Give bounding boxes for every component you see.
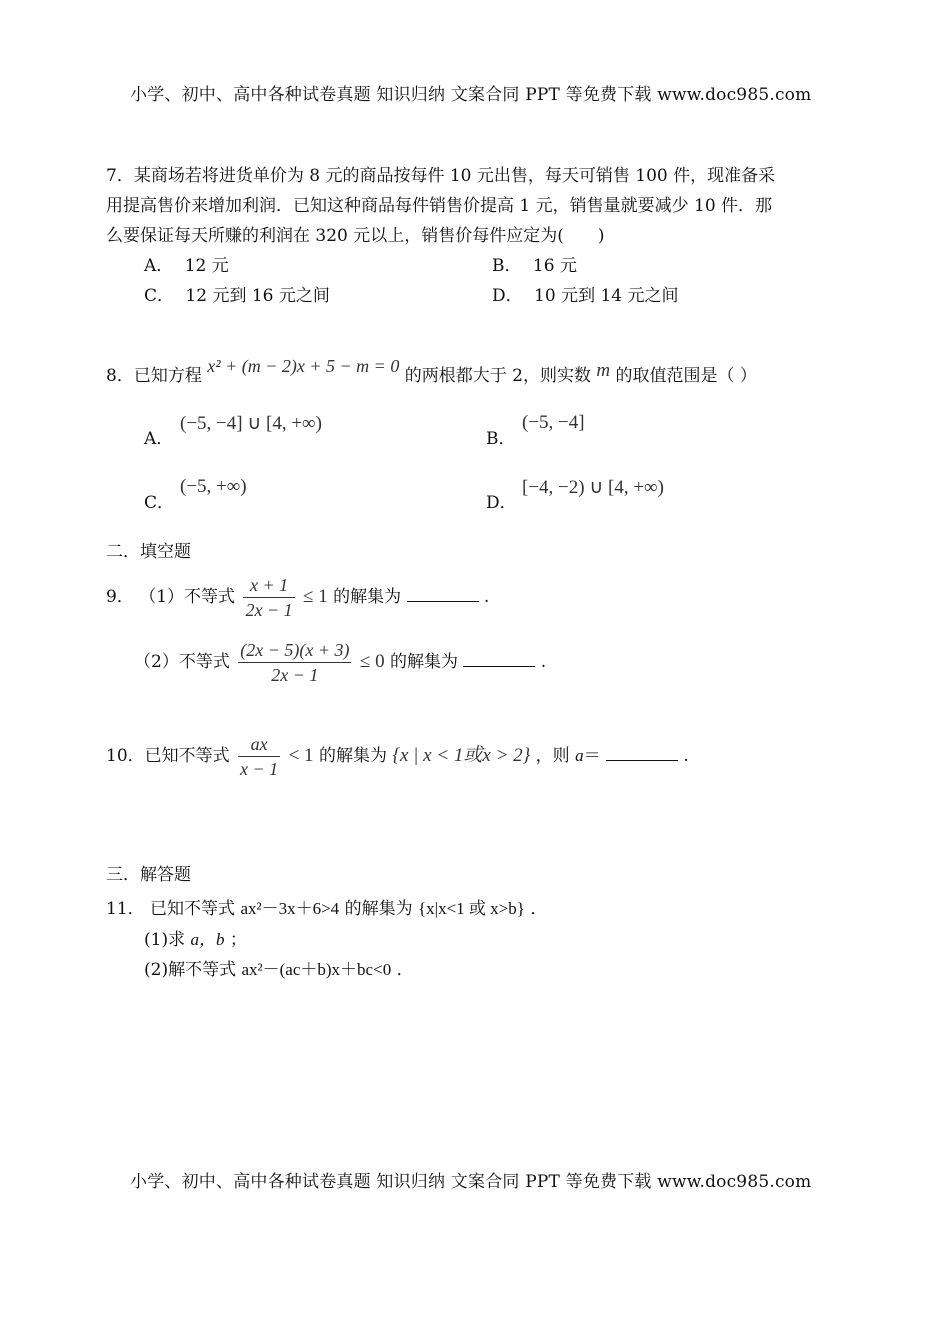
- option-label: D．: [492, 286, 523, 306]
- option-label: C．: [144, 286, 175, 306]
- q8-option-d-label: D．: [486, 493, 517, 513]
- q11-stem-set: {x|x<1 或 x>b}: [418, 899, 525, 918]
- q10-prefix: 10．已知不等式: [106, 746, 230, 766]
- q9-part1-end: .: [483, 587, 490, 607]
- q8-option-c-math: (−5, +∞): [180, 476, 247, 497]
- q9-part2-suffix: 的解集为: [389, 652, 458, 672]
- q9-part2-answer-blank[interactable]: [463, 650, 535, 667]
- q9-part1-fraction: [243, 574, 294, 621]
- q7-line-1: 7．某商场若将进货单价为 8 元的商品按每件 10 元出售，每天可销售 100 件，现准备采: [106, 166, 776, 186]
- q9-part1-relation: ≤ 1: [303, 586, 328, 607]
- q8-equation: x² + (m − 2)x + 5 − m = 0: [207, 356, 400, 376]
- q9-part2-end: .: [540, 652, 547, 672]
- q8-option-d-math: [−4, −2) ∪ [4, +∞): [522, 477, 664, 498]
- q11-stem-expression: ax²－3x＋6>4: [240, 899, 340, 918]
- q9-part-1: [106, 572, 489, 622]
- section-title-fill-in: 二．填空题: [106, 542, 191, 562]
- q11-stem-a: 已知不等式: [150, 899, 236, 919]
- q8-option-b-math: (−5, −4]: [522, 412, 585, 433]
- q10-relation: < 1: [288, 745, 314, 766]
- q7-option-b: [492, 251, 577, 281]
- q10-equals: ＝: [583, 746, 601, 766]
- q8-suffix: 的取值范围是（ ）: [615, 366, 757, 386]
- q10-variable: a: [575, 746, 584, 765]
- option-text: 12 元: [184, 256, 229, 276]
- q11-sub1-end: ；: [229, 930, 247, 950]
- fraction-numerator: ax: [238, 733, 280, 757]
- q9-part2-fraction: [238, 639, 351, 686]
- option-label: A．: [144, 256, 174, 276]
- fraction-numerator: (2x − 5)(x + 3): [238, 639, 351, 663]
- q9-part2-relation: ≤ 0: [359, 651, 385, 672]
- q11-sub2-prefix: (2)解不等式: [144, 960, 237, 980]
- q11-sub1-prefix: (1)求: [144, 930, 186, 950]
- q11-sub2-end: ．: [396, 960, 414, 980]
- q9-number: 9．: [106, 587, 134, 607]
- q7-option-c: [144, 281, 330, 311]
- q8-option-b-label: B．: [486, 429, 516, 449]
- q11-stem: [106, 894, 547, 924]
- q10-stem: [106, 731, 689, 781]
- q7-line-3: 么要保证每天所赚的利润在 320 元以上，销售价每件应定为( ): [106, 226, 605, 246]
- fraction-denominator: x − 1: [240, 759, 279, 779]
- fraction-numerator: x + 1: [243, 574, 294, 598]
- q8-stem: [106, 356, 757, 391]
- q11-stem-end: ．: [530, 899, 548, 919]
- q8-prefix: 8．已知方程: [106, 366, 202, 386]
- option-label: B．: [492, 256, 522, 276]
- page-header: 小学、初中、高中各种试卷真题 知识归纳 文案合同 PPT 等免费下载 www.doc985.com: [130, 85, 812, 105]
- q9-part1-answer-blank[interactable]: [407, 585, 479, 602]
- q11-sub-1: [144, 925, 247, 955]
- q11-number: 11．: [106, 899, 145, 919]
- q11-sub2-expression: ax²－(ac＋b)x＋bc<0: [241, 960, 392, 979]
- q7-option-a: [144, 251, 229, 281]
- q10-end: .: [683, 746, 689, 766]
- q8-option-c-label: C．: [144, 493, 175, 513]
- q10-middle: 的解集为: [318, 746, 387, 766]
- q9-part-2: [134, 637, 546, 687]
- page-footer: 小学、初中、高中各种试卷真题 知识归纳 文案合同 PPT 等免费下载 www.doc985.com: [130, 1172, 812, 1192]
- q11-sub-2: [144, 955, 414, 985]
- q7-line-2: 用提高售价来增加利润．已知这种商品每件销售价提高 1 元，销售量就要减少 10 件．那: [106, 196, 773, 216]
- option-text: 10 元到 14 元之间: [534, 286, 679, 306]
- q10-suffix: ，则: [535, 746, 570, 766]
- q10-answer-blank[interactable]: [606, 744, 678, 761]
- q9-part1-suffix: 的解集为: [333, 587, 402, 607]
- fraction-denominator: 2x − 1: [245, 600, 293, 620]
- option-text: 12 元到 16 元之间: [185, 286, 330, 306]
- q11-stem-b: 的解集为: [344, 899, 413, 919]
- section-title-solve: 三．解答题: [106, 865, 191, 885]
- fraction-denominator: 2x − 1: [271, 665, 319, 685]
- q7-option-d: [492, 281, 679, 311]
- q8-variable: m: [596, 360, 611, 381]
- q8-option-a-math: (−5, −4] ∪ [4, +∞): [180, 413, 322, 434]
- q9-part1-prefix: （1）不等式: [139, 587, 236, 607]
- q8-option-a-label: A．: [144, 429, 174, 449]
- q11-sub1-vars: a，b: [190, 930, 225, 949]
- option-text: 16 元: [532, 256, 577, 276]
- q8-middle: 的两根都大于 2，则实数: [404, 366, 591, 386]
- q9-part2-prefix: （2）不等式: [134, 652, 230, 672]
- q10-fraction: [238, 733, 280, 780]
- q10-solution-set: {x | x < 1或x > 2}: [392, 745, 531, 766]
